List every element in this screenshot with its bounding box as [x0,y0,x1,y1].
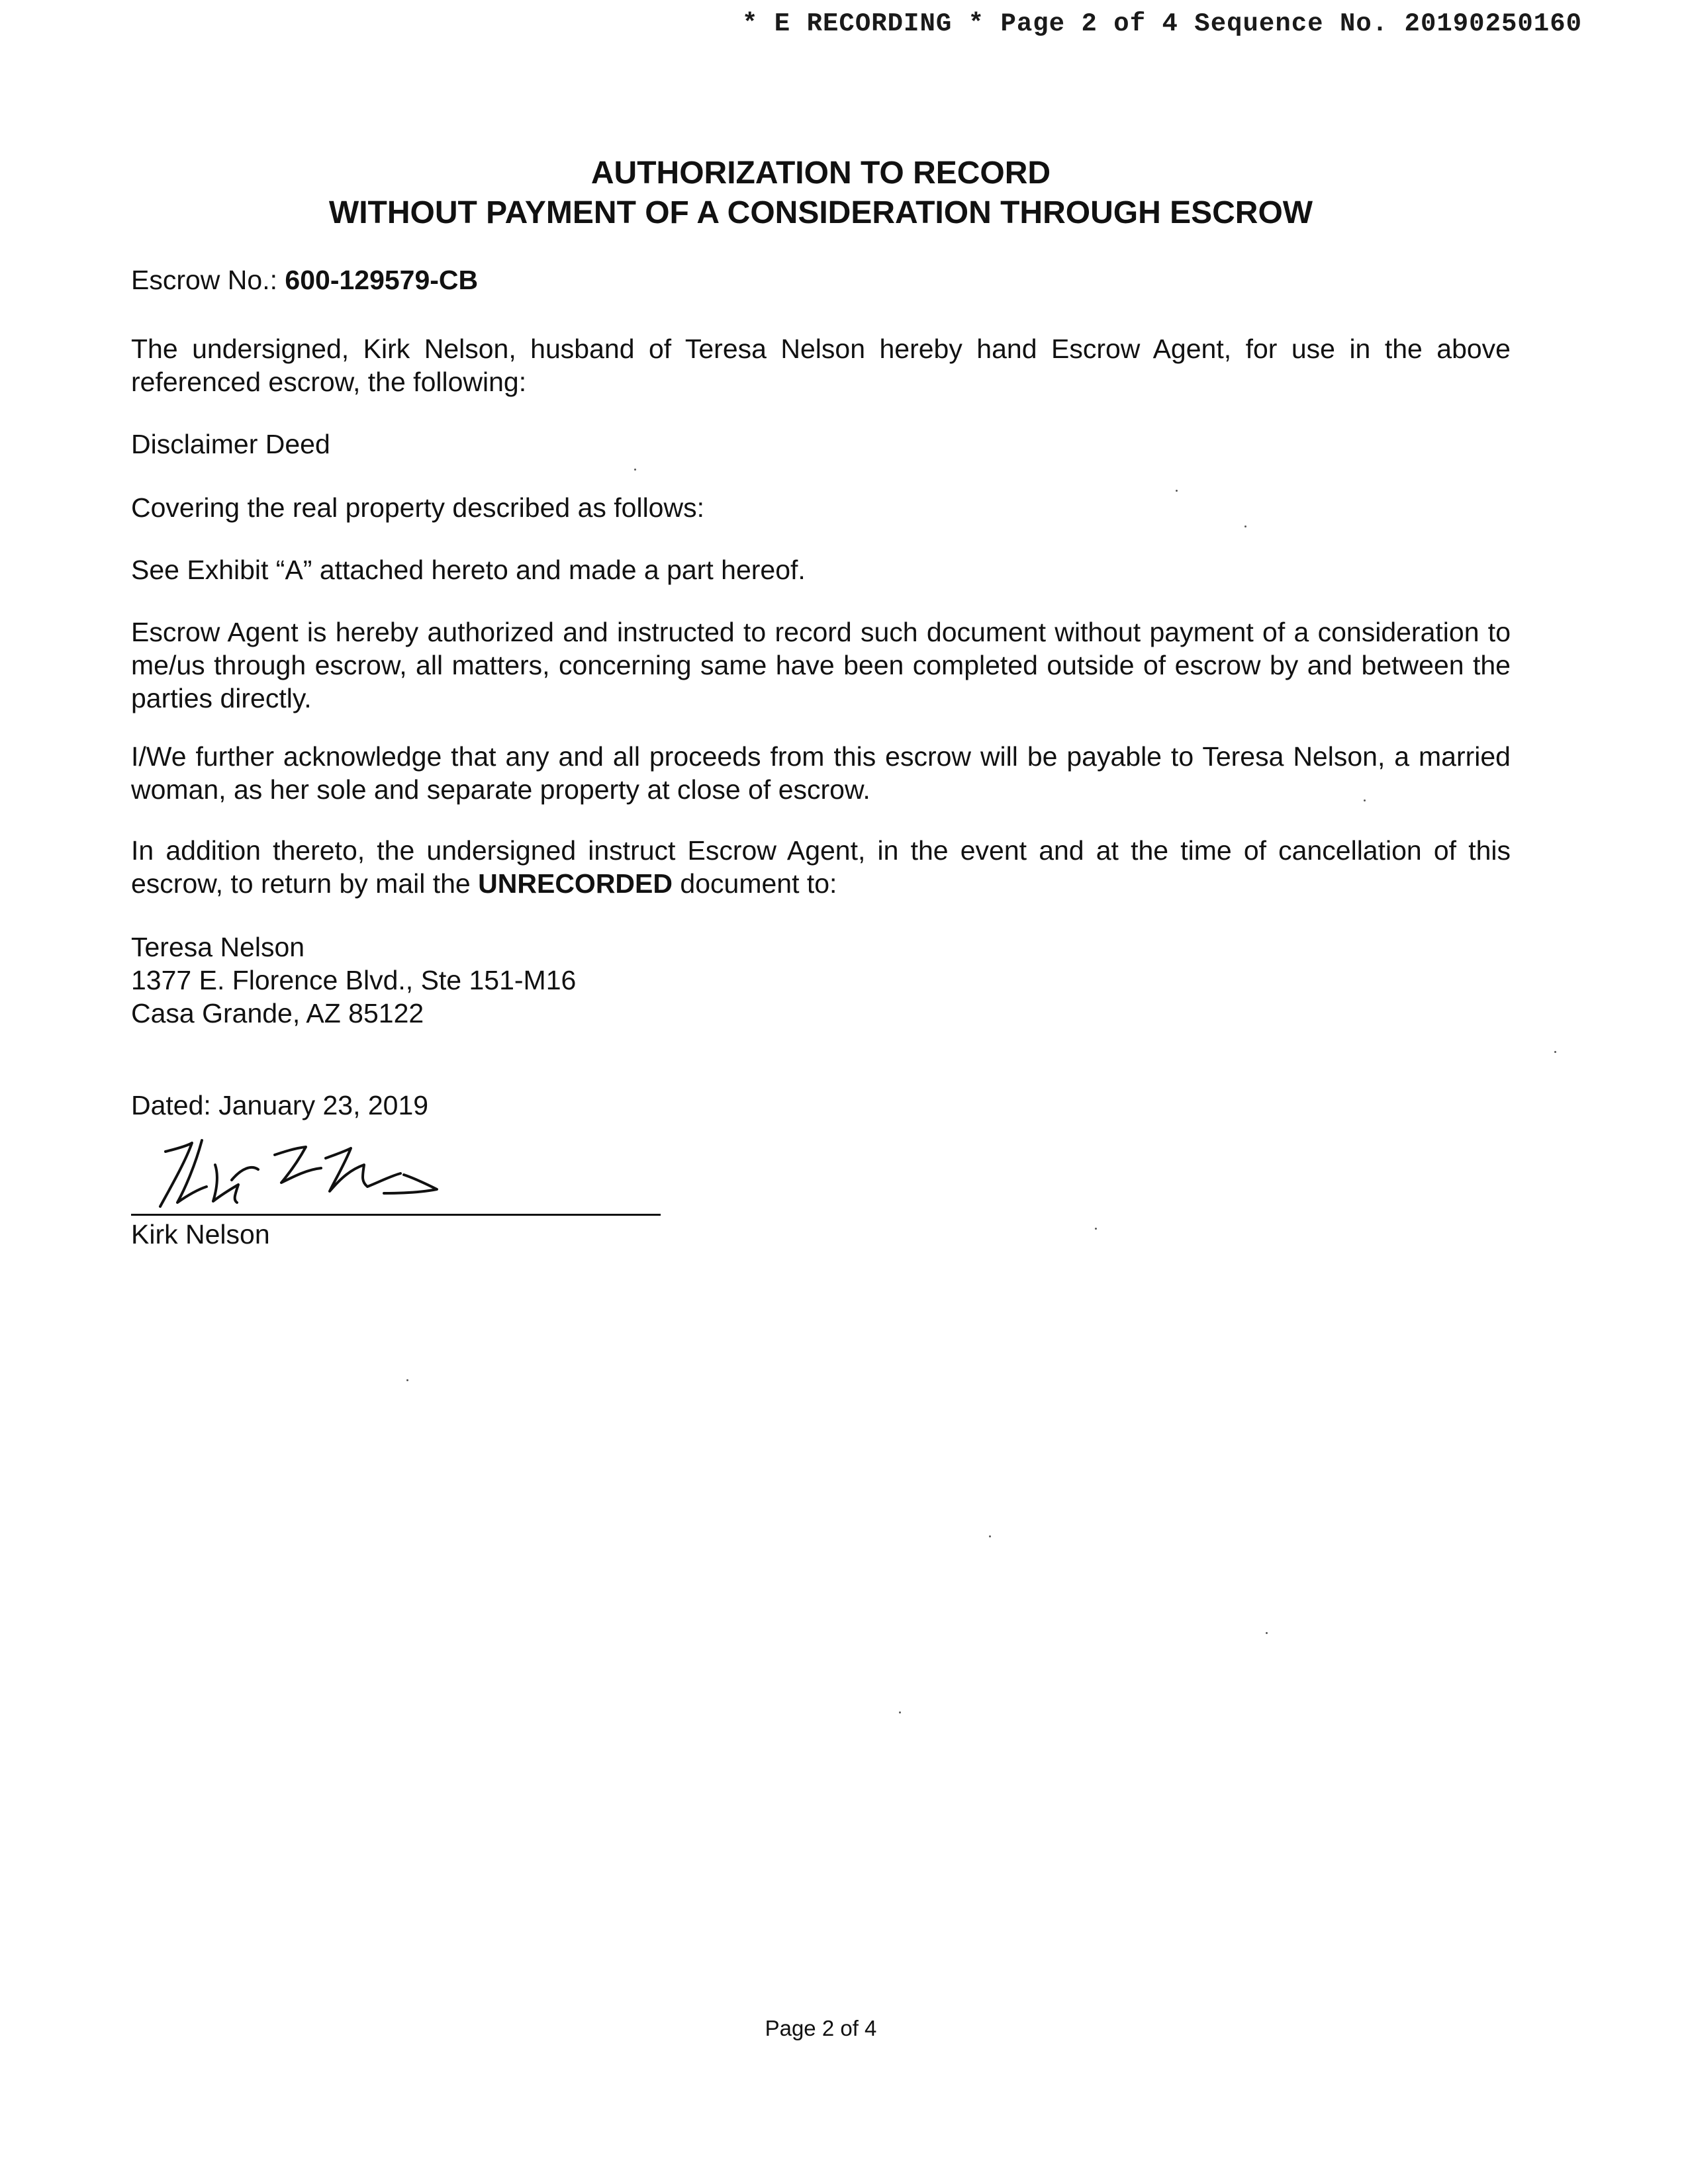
escrow-number-value: 600-129579-CB [285,265,479,295]
scan-speck [1095,1228,1097,1230]
scan-speck [406,1379,408,1381]
address-street: 1377 E. Florence Blvd., Ste 151-M16 [131,965,577,995]
signer-name: Kirk Nelson [131,1219,270,1250]
scan-speck [989,1535,991,1537]
handwritten-signature [152,1128,483,1221]
scan-speck [1176,490,1178,492]
exhibit-reference: See Exhibit “A” attached hereto and made a part hereof. [131,555,806,585]
address-name: Teresa Nelson [131,932,305,962]
cancellation-text-before: In addition thereto, the undersigned instruct Escrow Agent, in the event and at the time of cancellation of this escrow, to return by mail the [131,835,1511,899]
covering-statement: Covering the real property described as follows: [131,492,704,523]
document-title [0,154,1642,233]
scan-speck [1554,1051,1556,1053]
address-city-state-zip: Casa Grande, AZ 85122 [131,998,424,1028]
scan-speck [1364,799,1366,801]
dated-label: Dated: [131,1090,211,1120]
intro-paragraph: The undersigned, Kirk Nelson, husband of Teresa Nelson hereby hand Escrow Agent, for use in the above referenced escrow, the following: [131,334,1511,397]
recording-stamp: * E RECORDING * Page 2 of 4 Sequence No. 20190250160 [742,9,1582,38]
title-line-2: WITHOUT PAYMENT OF A CONSIDERATION THROUGH ESCROW [328,195,1313,230]
signature-line [131,1214,661,1216]
scan-speck [1244,525,1246,527]
authorization-paragraph: Escrow Agent is hereby authorized and instructed to record such document without payment of a consideration to me/us through escrow, all matters, concerning same have been completed outside of escrow by and between the parties directly. [131,617,1511,713]
scan-speck [1266,1632,1268,1634]
scan-speck [634,469,636,471]
cancellation-text-after: document to: [680,868,837,899]
page-number: Page 2 of 4 [765,2016,877,2040]
escrow-number-line [131,263,1511,296]
document-type: Disclaimer Deed [131,429,330,459]
return-address [131,931,1511,1030]
title-line-1: AUTHORIZATION TO RECORD [590,156,1051,191]
acknowledgement-paragraph: I/We further acknowledge that any and all proceeds from this escrow will be payable to Teresa Nelson, a married woman, as her sole and separate property at close of escrow. [131,741,1511,805]
dated-line [131,1089,1511,1122]
unrecorded-emphasis: UNRECORDED [478,868,673,899]
cancellation-paragraph [131,834,1511,900]
escrow-number-label: Escrow No.: [131,265,277,295]
dated-value: January 23, 2019 [218,1090,429,1120]
scan-speck [899,1711,901,1713]
